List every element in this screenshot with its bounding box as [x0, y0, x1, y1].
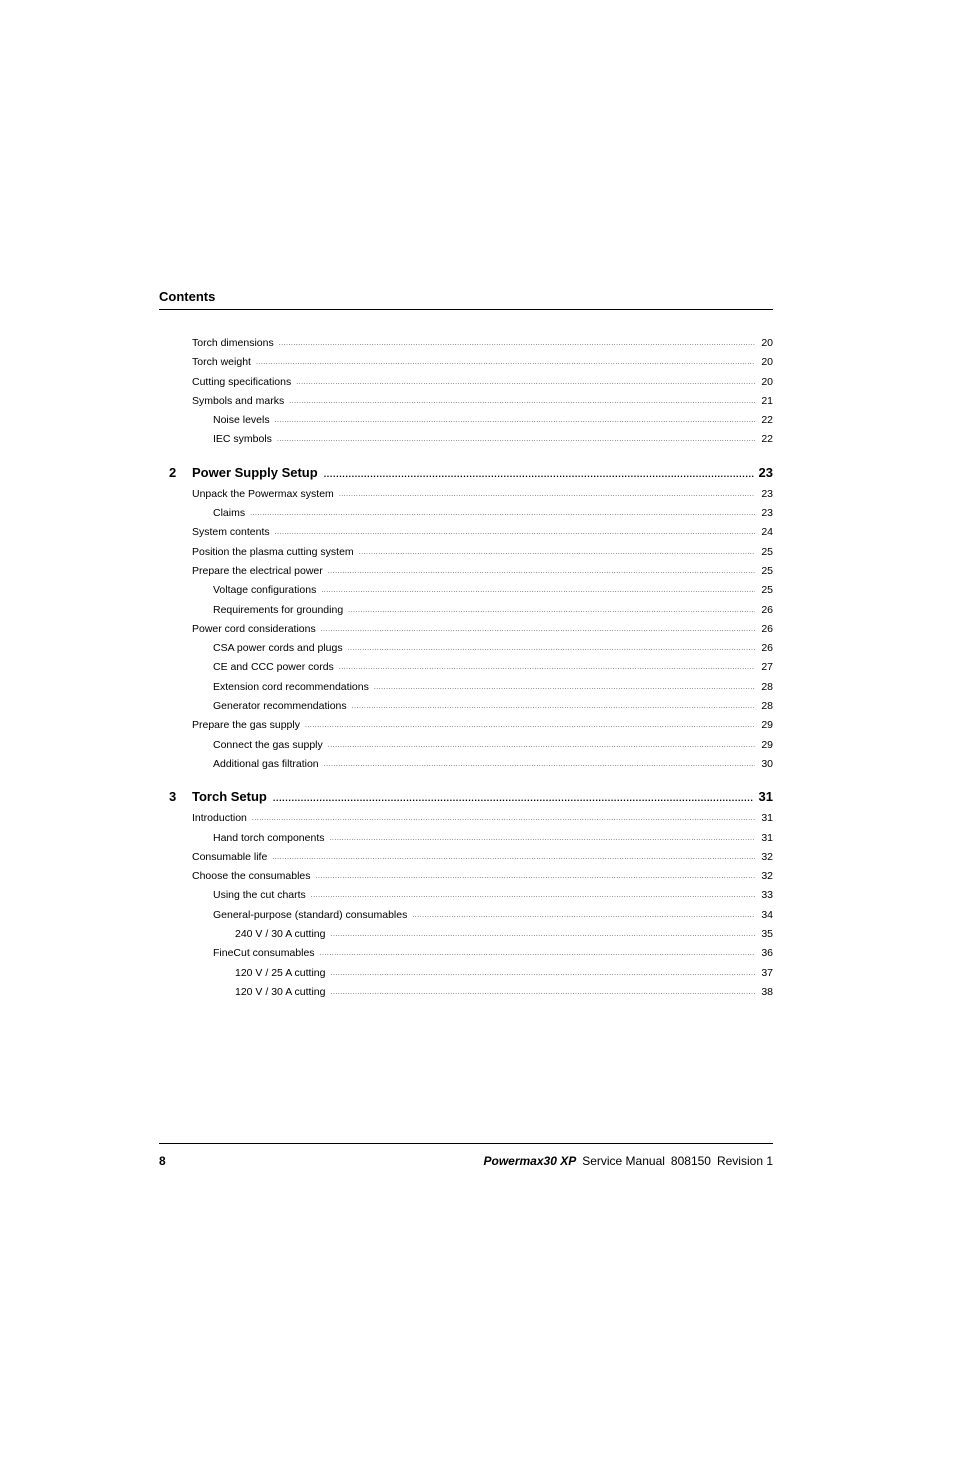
toc-entry-label: Connect the gas supply — [213, 738, 323, 751]
toc-entry-label: Prepare the electrical power — [192, 564, 323, 577]
toc-entry-page: 36 — [761, 947, 773, 960]
toc-entry-page: 20 — [761, 356, 773, 369]
toc-entry-label: CSA power cords and plugs — [213, 642, 343, 655]
dot-leader — [279, 334, 755, 353]
toc-entry-label: Torch weight — [192, 356, 251, 369]
dot-leader — [329, 829, 755, 848]
chapter-title: Torch Setup — [192, 789, 267, 805]
product-name: Powermax30 XP — [483, 1154, 577, 1168]
dot-leader — [273, 788, 754, 808]
toc-entry[interactable] — [159, 716, 773, 735]
toc-entry-page: 35 — [761, 928, 773, 941]
toc-entry-page: 21 — [761, 394, 773, 407]
toc-entry-label: Claims — [213, 507, 246, 520]
document-info — [483, 1153, 773, 1169]
toc-entry-page: 22 — [761, 414, 773, 427]
page-title: Contents — [159, 289, 216, 304]
dot-leader — [331, 925, 756, 944]
toc-entry-page: 31 — [761, 812, 773, 825]
toc-entry[interactable] — [159, 581, 773, 600]
toc-entry-label: 120 V / 30 A cutting — [235, 985, 326, 998]
toc-entry-page: 20 — [761, 375, 773, 388]
dot-leader — [256, 353, 755, 372]
page-header — [159, 289, 773, 310]
toc-entry-label: IEC symbols — [213, 433, 272, 446]
toc-entry-cutting-specifications[interactable] — [159, 373, 773, 392]
toc-entry[interactable] — [159, 697, 773, 716]
toc-entry[interactable] — [159, 944, 773, 963]
toc-entry-label: System contents — [192, 526, 270, 539]
toc-entry-page: 26 — [761, 603, 773, 616]
toc-entry-label: Introduction — [192, 812, 247, 825]
dot-leader — [275, 523, 755, 542]
toc-entry-page: 34 — [761, 908, 773, 921]
toc-entry[interactable] — [159, 925, 773, 944]
toc-entry[interactable] — [159, 562, 773, 581]
document-revision: Revision 1 — [716, 1154, 773, 1168]
toc-entry-label: Generator recommendations — [213, 700, 347, 713]
toc-entry-label: Power cord considerations — [192, 622, 316, 635]
toc-entry-label: Unpack the Powermax system — [192, 487, 334, 500]
toc-entry-page: 22 — [761, 433, 773, 446]
toc-entry-label: 120 V / 25 A cutting — [235, 966, 326, 979]
toc-entry[interactable] — [159, 601, 773, 620]
dot-leader — [331, 964, 756, 983]
dot-leader — [412, 906, 755, 925]
dot-leader — [339, 485, 755, 504]
dot-leader — [339, 658, 755, 677]
toc-entry[interactable] — [159, 983, 773, 1002]
dot-leader — [316, 867, 756, 886]
toc-entry-page: 23 — [761, 507, 773, 520]
toc-chapter-torch-setup[interactable] — [159, 787, 773, 809]
dot-leader — [275, 411, 755, 430]
dot-leader — [289, 392, 755, 411]
toc-entry-label: Extension cord recommendations — [213, 680, 369, 693]
toc-entry[interactable] — [159, 886, 773, 905]
toc-entry-page: 30 — [761, 757, 773, 770]
toc-entry-page: 25 — [761, 545, 773, 558]
toc-entry[interactable] — [159, 523, 773, 542]
toc-entry-page: 29 — [761, 719, 773, 732]
toc-entry-label: Choose the consumables — [192, 870, 311, 883]
toc-entry-page: 26 — [761, 642, 773, 655]
toc-entry-label: CE and CCC power cords — [213, 661, 334, 674]
dot-leader — [321, 620, 755, 639]
toc-entry-page: 28 — [761, 680, 773, 693]
toc-entry-label: 240 V / 30 A cutting — [235, 928, 326, 941]
dot-leader — [305, 716, 755, 735]
toc-entry[interactable] — [159, 678, 773, 697]
toc-entry-symbols-and-marks[interactable] — [159, 392, 773, 411]
chapter-title: Power Supply Setup — [192, 464, 318, 480]
dot-leader — [277, 430, 755, 449]
toc-entry[interactable] — [159, 504, 773, 523]
chapter-page: 31 — [758, 789, 773, 805]
dot-leader — [352, 697, 755, 716]
toc-entry-page: 25 — [761, 584, 773, 597]
dot-leader — [359, 543, 755, 562]
dot-leader — [311, 886, 755, 905]
toc-entry[interactable] — [159, 848, 773, 867]
toc-entry-page: 29 — [761, 738, 773, 751]
chapter-number: 2 — [169, 464, 177, 480]
dot-leader — [324, 464, 754, 484]
toc-entry-label: Using the cut charts — [213, 889, 306, 902]
dot-leader — [296, 373, 755, 392]
document-type: Service Manual — [582, 1154, 665, 1168]
dot-leader — [250, 504, 755, 523]
toc-entry-page: 27 — [761, 661, 773, 674]
page-number: 8 — [159, 1154, 166, 1168]
toc-entry[interactable] — [159, 829, 773, 848]
toc-entry-label: Position the plasma cutting system — [192, 545, 354, 558]
toc-entry-label: Cutting specifications — [192, 375, 292, 388]
dot-leader — [348, 601, 755, 620]
toc-entry-page: 28 — [761, 700, 773, 713]
page-footer — [159, 1143, 773, 1174]
toc-entry-label: Noise levels — [213, 414, 270, 427]
toc-entry-torch-dimensions[interactable] — [159, 334, 773, 353]
toc-entry[interactable] — [159, 620, 773, 639]
toc-entry-page: 23 — [761, 487, 773, 500]
toc-entry-page: 31 — [761, 831, 773, 844]
dot-leader — [252, 809, 755, 828]
table-of-contents — [159, 334, 773, 1002]
toc-entry-page: 26 — [761, 622, 773, 635]
toc-entry[interactable] — [159, 485, 773, 504]
dot-leader — [374, 678, 755, 697]
toc-entry-label: General-purpose (standard) consumables — [213, 908, 408, 921]
toc-entry-iec-symbols[interactable] — [159, 430, 773, 449]
chapter-number: 3 — [169, 789, 177, 805]
toc-entry[interactable] — [159, 867, 773, 886]
toc-entry-page: 32 — [761, 870, 773, 883]
dot-leader — [348, 639, 755, 658]
toc-entry-noise-levels[interactable] — [159, 411, 773, 430]
toc-entry-label: Torch dimensions — [192, 337, 274, 349]
toc-entry[interactable] — [159, 658, 773, 677]
toc-entry[interactable] — [159, 755, 773, 774]
toc-entry-label: FineCut consumables — [213, 947, 315, 960]
toc-entry-page: 33 — [761, 889, 773, 902]
toc-entry-label: Symbols and marks — [192, 394, 285, 407]
dot-leader — [321, 581, 755, 600]
chapter-page: 23 — [758, 464, 773, 480]
toc-entry-page: 25 — [761, 564, 773, 577]
toc-entry-label: Consumable life — [192, 850, 268, 863]
dot-leader — [328, 562, 755, 581]
toc-entry-label: Hand torch components — [213, 831, 325, 844]
toc-chapter-power-supply-setup[interactable] — [159, 463, 773, 485]
dot-leader — [328, 736, 755, 755]
toc-entry-page: 20 — [761, 337, 773, 349]
toc-entry[interactable] — [159, 964, 773, 983]
toc-entry[interactable] — [159, 736, 773, 755]
dot-leader — [272, 848, 755, 867]
document-number: 808150 — [670, 1154, 711, 1168]
toc-entry-page: 32 — [761, 850, 773, 863]
toc-entry[interactable] — [159, 809, 773, 828]
dot-leader — [324, 755, 755, 774]
toc-entry[interactable] — [159, 906, 773, 925]
toc-entry-page: 38 — [761, 985, 773, 998]
toc-entry-page: 24 — [761, 526, 773, 539]
toc-entry-label: Requirements for grounding — [213, 603, 344, 616]
dot-leader — [331, 983, 756, 1002]
toc-entry-page: 37 — [761, 966, 773, 979]
toc-entry-label: Voltage configurations — [213, 584, 317, 597]
dot-leader — [320, 944, 755, 963]
toc-entry[interactable] — [159, 639, 773, 658]
toc-entry[interactable] — [159, 543, 773, 562]
toc-entry-label: Prepare the gas supply — [192, 719, 300, 732]
toc-entry-label: Additional gas filtration — [213, 757, 319, 770]
toc-entry-torch-weight[interactable] — [159, 353, 773, 372]
